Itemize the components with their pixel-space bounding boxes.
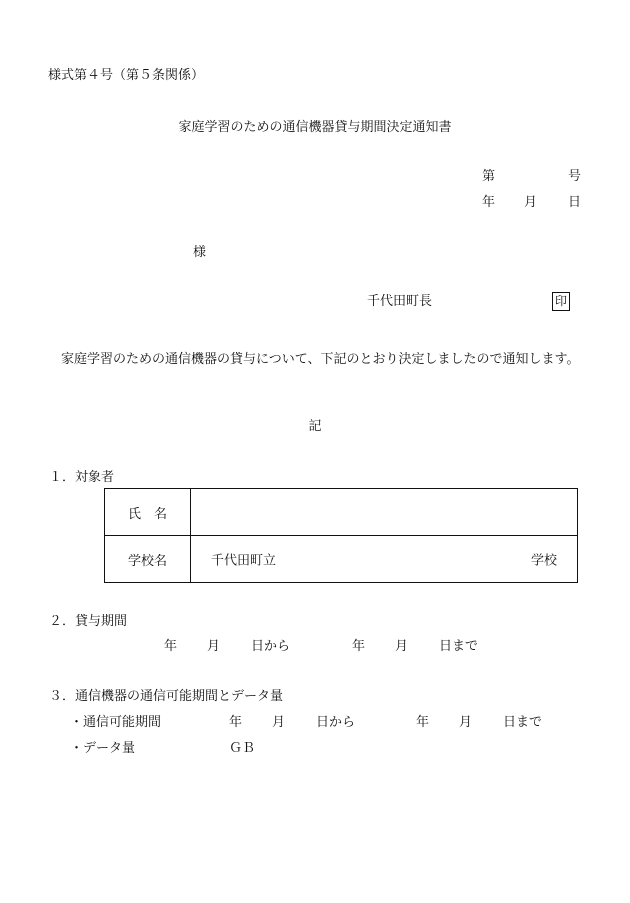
table-row xyxy=(105,536,578,583)
seal-box: 印 xyxy=(552,292,570,311)
issuer-name: 千代田町長 xyxy=(367,294,433,309)
comm-period-label: ・通信可能期間 xyxy=(70,715,162,730)
addressee-sama: 様 xyxy=(193,245,207,260)
target-person-table xyxy=(104,488,578,583)
table-row xyxy=(105,489,578,536)
body-text: 家庭学習のための通信機器の貸与について、下記のとおり決定しましたので通知します。 xyxy=(48,352,580,367)
loan-end-year: 年 xyxy=(352,639,366,654)
form-number: 様式第４号（第５条関係） xyxy=(48,68,205,83)
school-label: 学校名 xyxy=(105,536,191,583)
loan-start-month: 月 xyxy=(207,639,221,654)
document-title: 家庭学習のための通信機器貸与期間決定通知書 xyxy=(178,120,452,135)
comm-start-year: 年 xyxy=(229,715,243,730)
school-suffix: 学校 xyxy=(530,553,557,569)
date-month: 月 xyxy=(524,195,538,210)
loan-start-day: 日から xyxy=(251,639,291,654)
school-prefix: 千代田町立 xyxy=(211,553,277,569)
reference-go: 号 xyxy=(568,169,582,184)
school-field[interactable] xyxy=(191,536,578,583)
section1-heading: １．対象者 xyxy=(49,470,115,485)
comm-start-day: 日から xyxy=(316,715,356,730)
name-label: 氏 名 xyxy=(105,489,191,536)
comm-end-month: 月 xyxy=(459,715,473,730)
comm-start-month: 月 xyxy=(272,715,286,730)
ki-heading: 記 xyxy=(308,419,322,434)
comm-end-year: 年 xyxy=(416,715,430,730)
loan-start-year: 年 xyxy=(164,639,178,654)
section2-heading: ２．貸与期間 xyxy=(49,614,128,629)
section3-heading: ３．通信機器の通信可能期間とデータ量 xyxy=(49,689,284,704)
comm-end-day: 日まで xyxy=(503,715,543,730)
loan-end-month: 月 xyxy=(395,639,409,654)
date-day: 日 xyxy=(568,195,582,210)
reference-dai: 第 xyxy=(482,169,496,184)
name-field[interactable] xyxy=(191,489,578,536)
date-year: 年 xyxy=(482,195,496,210)
data-amount-unit: ＧＢ xyxy=(229,741,256,756)
data-amount-label: ・データ量 xyxy=(70,741,136,756)
loan-end-day: 日まで xyxy=(439,639,479,654)
